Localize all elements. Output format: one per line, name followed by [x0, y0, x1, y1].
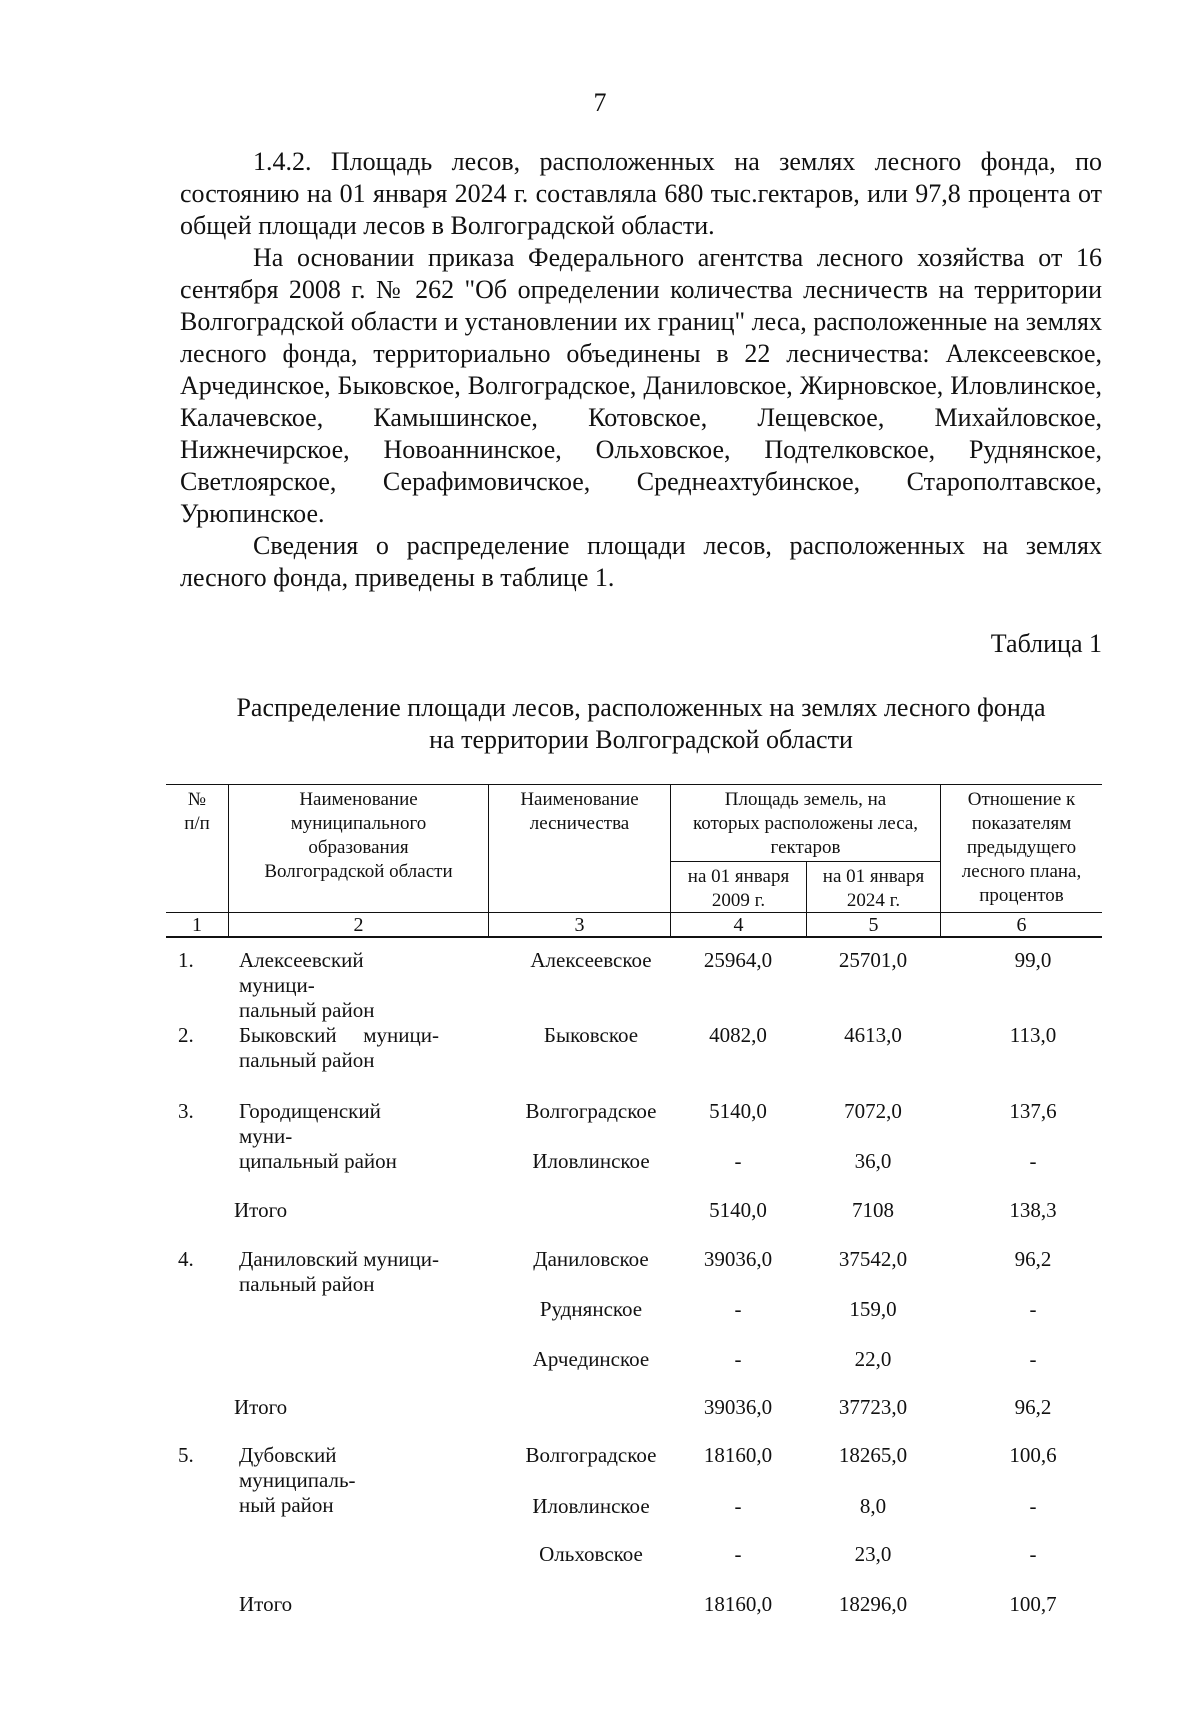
paragraph-table-reference: Сведения о распределение площади лесов, расположенных на землях лесного фонда, приведены в таблице 1.	[180, 531, 1102, 592]
forestry-name: Руднянское	[539, 1297, 643, 1321]
table-title-line-2: на территории Волгоградской области	[429, 725, 853, 754]
area-2009: -	[734, 1542, 742, 1566]
paragraph-forest-area: 1.4.2. Площадь лесов, расположенных на землях лесного фонда, по состоянию на 01 января 2024 г. составляла 680 тыс.гектаров, или 97,8 процента от общей площади лесов в Волгоградской области.	[180, 147, 1102, 240]
municipality-name: Дубовский муниципаль- ный район	[239, 1443, 356, 1517]
table-total-row	[166, 1592, 1102, 1652]
header-municipality: Наименование муниципального образования Волгоградской области	[228, 784, 488, 912]
row-number: 1.	[178, 948, 194, 972]
area-2009: -	[734, 1494, 742, 1518]
table-caption: Таблица 1	[990, 629, 1102, 658]
row-number: 2.	[178, 1023, 194, 1047]
municipality-name: Даниловский муници- пальный район	[239, 1247, 439, 1296]
row-number: 5.	[178, 1443, 194, 1467]
area-2009: 39036,0	[703, 1247, 773, 1271]
row-number: 3.	[178, 1099, 194, 1123]
municipality-name: Быковский муници- пальный район	[239, 1023, 439, 1072]
ratio-value: 100,6	[1009, 1443, 1057, 1467]
area-2024: 7072,0	[844, 1099, 902, 1123]
area-2009: -	[734, 1297, 742, 1321]
area-2009: 39036,0	[703, 1395, 773, 1419]
area-2009: 18160,0	[703, 1592, 773, 1616]
area-2009: -	[734, 1347, 742, 1371]
area-2009: 5140,0	[709, 1198, 767, 1222]
area-2024: 23,0	[854, 1542, 892, 1566]
total-label: Итого	[239, 1592, 293, 1616]
ratio-value: -	[1029, 1494, 1037, 1518]
ratio-value: -	[1029, 1542, 1037, 1566]
forestry-name: Алексеевское	[530, 948, 652, 972]
forestry-name: Волгоградское	[525, 1443, 657, 1467]
area-2024: 159,0	[849, 1297, 897, 1321]
ratio-value: 113,0	[1009, 1023, 1057, 1047]
forestry-name: Арчединское	[532, 1347, 650, 1371]
area-2009: -	[734, 1149, 742, 1173]
area-2024: 25701,0	[838, 948, 908, 972]
area-2009: 4082,0	[709, 1023, 767, 1047]
forestry-name: Иловлинское	[532, 1149, 650, 1173]
header-forestry: Наименование лесничества	[488, 784, 670, 912]
forestry-name: Иловлинское	[532, 1494, 650, 1518]
ratio-value: 99,0	[1014, 948, 1052, 972]
area-2009: 5140,0	[709, 1099, 767, 1123]
row-number: 4.	[178, 1247, 194, 1271]
ratio-value: 137,6	[1009, 1099, 1057, 1123]
body-text	[180, 146, 1102, 594]
paragraph-forestries-list: На основании приказа Федерального агентства лесного хозяйства от 16 сентября 2008 г. № 262 "Об определении количества лесничеств на территории Волгоградской области и установлении их границ" леса, расположенные на землях лесного фонда, территориально объединены в 22 лесничества: Алексеевское, Арчединское, Быковское, Волгоградское, Даниловское, Жирновское, Иловлинское, Калачевское, Камышинское, Котовское, Лещевское, Михайловское, Нижнечирское, Новоаннинское, Ольховское, Подтелковское, Руднянское, Светлоярское, Серафимовичское, Среднеахтубинское, Старополтавское, Урюпинское.	[180, 243, 1102, 528]
header-area-2024: на 01 января 2024 г.	[806, 862, 940, 912]
header-num: № п/п	[166, 784, 228, 912]
table-row	[166, 1023, 1102, 1083]
table-title-line-1: Распределение площади лесов, расположенных на землях лесного фонда	[236, 693, 1046, 722]
column-number: 5	[806, 912, 940, 936]
area-2024: 18265,0	[838, 1443, 908, 1467]
forestry-name: Даниловское	[533, 1247, 649, 1271]
ratio-value: 100,7	[1009, 1592, 1057, 1616]
area-2024: 8,0	[859, 1494, 887, 1518]
total-label: Итого	[234, 1395, 288, 1419]
total-label: Итого	[234, 1198, 288, 1222]
ratio-value: -	[1029, 1297, 1037, 1321]
area-2024: 37542,0	[838, 1247, 908, 1271]
municipality-name: Алексеевский муници- пальный район	[239, 948, 375, 1022]
area-2024: 37723,0	[838, 1395, 908, 1419]
table-header	[166, 784, 1102, 938]
area-2009: 18160,0	[703, 1443, 773, 1467]
ratio-value: 96,2	[1014, 1247, 1052, 1271]
area-2024: 7108	[852, 1198, 894, 1222]
area-2024: 36,0	[854, 1149, 892, 1173]
area-2024: 18296,0	[838, 1592, 908, 1616]
table-title	[180, 692, 1102, 756]
header-area: Площадь земель, на которых расположены леса, гектаров	[670, 784, 940, 862]
page-number: 7	[593, 88, 607, 117]
area-2024: 22,0	[854, 1347, 892, 1371]
column-number: 1	[166, 912, 228, 936]
column-number: 3	[488, 912, 670, 936]
table-row	[166, 948, 1102, 1022]
column-number: 4	[670, 912, 806, 936]
municipality-name: Городищенский муни- ципальный район	[239, 1099, 397, 1173]
forestry-name: Ольховское	[539, 1542, 643, 1566]
column-number: 6	[940, 912, 1102, 936]
forestry-name: Волгоградское	[525, 1099, 657, 1123]
ratio-value: 96,2	[1014, 1395, 1052, 1419]
forestry-name: Быковское	[543, 1023, 639, 1047]
column-number: 2	[228, 912, 488, 936]
header-ratio: Отношение к показателям предыдущего лесного плана, процентов	[940, 784, 1102, 912]
header-area-2009: на 01 января 2009 г.	[670, 862, 806, 912]
area-2024: 4613,0	[844, 1023, 902, 1047]
ratio-value: -	[1029, 1347, 1037, 1371]
ratio-value: 138,3	[1009, 1198, 1057, 1222]
area-2009: 25964,0	[703, 948, 773, 972]
ratio-value: -	[1029, 1149, 1037, 1173]
